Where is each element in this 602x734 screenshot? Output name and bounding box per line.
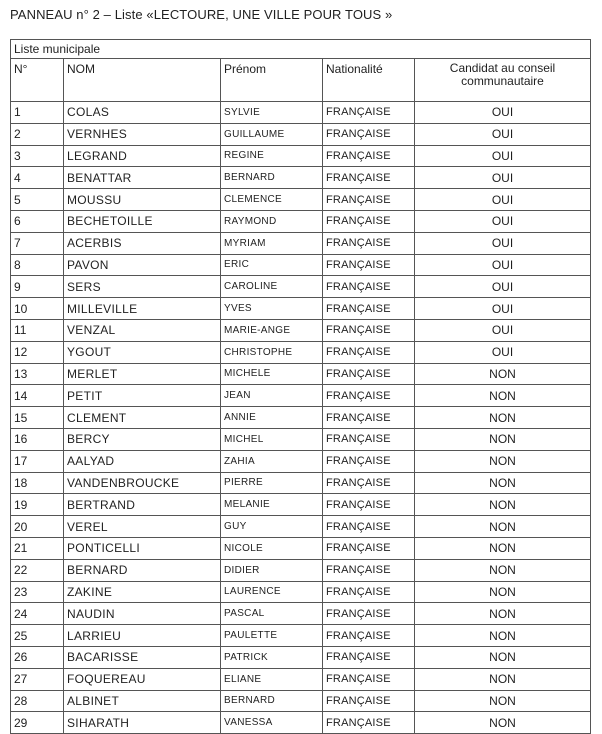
cell-candidat: OUI <box>415 145 591 167</box>
cell-nationalite: FRANÇAISE <box>323 690 415 712</box>
cell-nationalite: FRANÇAISE <box>323 254 415 276</box>
cell-nom: CLEMENT <box>64 407 221 429</box>
cell-prenom: ELIANE <box>221 668 323 690</box>
cell-nationalite: FRANÇAISE <box>323 385 415 407</box>
cell-number: 10 <box>11 298 64 320</box>
cell-nationalite: FRANÇAISE <box>323 581 415 603</box>
header-prenom: Prénom <box>221 59 323 102</box>
table-row <box>11 232 591 254</box>
table-row <box>11 690 591 712</box>
cell-candidat: OUI <box>415 319 591 341</box>
cell-candidat: NON <box>415 428 591 450</box>
table-row <box>11 712 591 734</box>
cell-prenom: ZAHIA <box>221 450 323 472</box>
cell-nom: FOQUEREAU <box>64 668 221 690</box>
cell-nom: MERLET <box>64 363 221 385</box>
cell-candidat: OUI <box>415 123 591 145</box>
table-header-row <box>11 59 591 102</box>
cell-nationalite: FRANÇAISE <box>323 537 415 559</box>
cell-nationalite: FRANÇAISE <box>323 145 415 167</box>
cell-number: 7 <box>11 232 64 254</box>
table-row <box>11 494 591 516</box>
cell-prenom: ANNIE <box>221 407 323 429</box>
cell-candidat: OUI <box>415 102 591 124</box>
cell-candidat: NON <box>415 559 591 581</box>
cell-prenom: PAULETTE <box>221 625 323 647</box>
cell-number: 28 <box>11 690 64 712</box>
cell-nationalite: FRANÇAISE <box>323 559 415 581</box>
cell-nom: BERNARD <box>64 559 221 581</box>
table-row <box>11 668 591 690</box>
cell-prenom: ERIC <box>221 254 323 276</box>
cell-nationalite: FRANÇAISE <box>323 712 415 734</box>
table-row <box>11 298 591 320</box>
cell-prenom: BERNARD <box>221 167 323 189</box>
cell-number: 13 <box>11 363 64 385</box>
cell-nom: SIHARATH <box>64 712 221 734</box>
cell-nom: BACARISSE <box>64 646 221 668</box>
cell-nom: VENZAL <box>64 319 221 341</box>
table-row <box>11 385 591 407</box>
cell-nationalite: FRANÇAISE <box>323 428 415 450</box>
cell-number: 8 <box>11 254 64 276</box>
cell-candidat: NON <box>415 625 591 647</box>
cell-nationalite: FRANÇAISE <box>323 276 415 298</box>
cell-nationalite: FRANÇAISE <box>323 341 415 363</box>
cell-nom: VANDENBROUCKE <box>64 472 221 494</box>
cell-nationalite: FRANÇAISE <box>323 625 415 647</box>
cell-candidat: NON <box>415 581 591 603</box>
cell-number: 24 <box>11 603 64 625</box>
cell-nationalite: FRANÇAISE <box>323 232 415 254</box>
cell-prenom: MARIE-ANGE <box>221 319 323 341</box>
cell-nom: BENATTAR <box>64 167 221 189</box>
header-nom: NOM <box>64 59 221 102</box>
cell-nom: MOUSSU <box>64 189 221 211</box>
cell-nom: LARRIEU <box>64 625 221 647</box>
cell-candidat: OUI <box>415 254 591 276</box>
cell-candidat: OUI <box>415 189 591 211</box>
table-row <box>11 189 591 211</box>
table-row <box>11 450 591 472</box>
cell-nom: NAUDIN <box>64 603 221 625</box>
cell-nom: ALBINET <box>64 690 221 712</box>
cell-nom: ZAKINE <box>64 581 221 603</box>
cell-nom: ACERBIS <box>64 232 221 254</box>
cell-number: 17 <box>11 450 64 472</box>
cell-number: 3 <box>11 145 64 167</box>
cell-candidat: OUI <box>415 276 591 298</box>
cell-nom: SERS <box>64 276 221 298</box>
cell-nationalite: FRANÇAISE <box>323 319 415 341</box>
cell-nom: COLAS <box>64 102 221 124</box>
cell-candidat: NON <box>415 385 591 407</box>
cell-number: 26 <box>11 646 64 668</box>
cell-prenom: JEAN <box>221 385 323 407</box>
header-candidat: Candidat au conseil communautaire <box>415 59 591 102</box>
cell-prenom: GUY <box>221 516 323 538</box>
table-row <box>11 407 591 429</box>
cell-nom: LEGRAND <box>64 145 221 167</box>
cell-nationalite: FRANÇAISE <box>323 450 415 472</box>
table-row <box>11 254 591 276</box>
cell-nom: PETIT <box>64 385 221 407</box>
table-row <box>11 646 591 668</box>
table-row <box>11 276 591 298</box>
cell-nationalite: FRANÇAISE <box>323 603 415 625</box>
cell-number: 25 <box>11 625 64 647</box>
cell-number: 12 <box>11 341 64 363</box>
candidate-table <box>10 39 591 734</box>
table-row <box>11 341 591 363</box>
cell-nom: BECHETOILLE <box>64 210 221 232</box>
table-row <box>11 363 591 385</box>
cell-nationalite: FRANÇAISE <box>323 102 415 124</box>
table-row <box>11 145 591 167</box>
cell-prenom: CLEMENCE <box>221 189 323 211</box>
cell-number: 15 <box>11 407 64 429</box>
cell-nationalite: FRANÇAISE <box>323 167 415 189</box>
cell-nationalite: FRANÇAISE <box>323 123 415 145</box>
cell-nationalite: FRANÇAISE <box>323 472 415 494</box>
cell-candidat: NON <box>415 690 591 712</box>
cell-number: 20 <box>11 516 64 538</box>
cell-nom: VERNHES <box>64 123 221 145</box>
cell-candidat: NON <box>415 712 591 734</box>
table-row <box>11 167 591 189</box>
cell-prenom: DIDIER <box>221 559 323 581</box>
cell-prenom: RAYMOND <box>221 210 323 232</box>
cell-nationalite: FRANÇAISE <box>323 298 415 320</box>
table-row <box>11 516 591 538</box>
cell-candidat: NON <box>415 668 591 690</box>
cell-number: 4 <box>11 167 64 189</box>
cell-number: 18 <box>11 472 64 494</box>
cell-number: 22 <box>11 559 64 581</box>
table-row <box>11 102 591 124</box>
cell-number: 11 <box>11 319 64 341</box>
cell-number: 29 <box>11 712 64 734</box>
cell-candidat: NON <box>415 407 591 429</box>
cell-number: 21 <box>11 537 64 559</box>
table-body <box>11 102 591 734</box>
cell-prenom: CAROLINE <box>221 276 323 298</box>
cell-candidat: NON <box>415 494 591 516</box>
cell-nom: PAVON <box>64 254 221 276</box>
cell-prenom: PATRICK <box>221 646 323 668</box>
cell-number: 14 <box>11 385 64 407</box>
cell-nationalite: FRANÇAISE <box>323 363 415 385</box>
cell-number: 27 <box>11 668 64 690</box>
cell-nom: BERCY <box>64 428 221 450</box>
table-row <box>11 603 591 625</box>
cell-nom: BERTRAND <box>64 494 221 516</box>
cell-prenom: VANESSA <box>221 712 323 734</box>
cell-prenom: MYRIAM <box>221 232 323 254</box>
table-row <box>11 210 591 232</box>
cell-number: 6 <box>11 210 64 232</box>
cell-nationalite: FRANÇAISE <box>323 516 415 538</box>
cell-number: 1 <box>11 102 64 124</box>
cell-number: 5 <box>11 189 64 211</box>
cell-prenom: BERNARD <box>221 690 323 712</box>
cell-nom: YGOUT <box>64 341 221 363</box>
table-row <box>11 559 591 581</box>
cell-number: 19 <box>11 494 64 516</box>
cell-prenom: MICHEL <box>221 428 323 450</box>
cell-number: 2 <box>11 123 64 145</box>
cell-candidat: NON <box>415 450 591 472</box>
cell-candidat: NON <box>415 363 591 385</box>
cell-prenom: MELANIE <box>221 494 323 516</box>
table-row <box>11 625 591 647</box>
cell-candidat: OUI <box>415 341 591 363</box>
cell-nationalite: FRANÇAISE <box>323 668 415 690</box>
cell-prenom: NICOLE <box>221 537 323 559</box>
cell-candidat: NON <box>415 472 591 494</box>
cell-nom: VEREL <box>64 516 221 538</box>
cell-candidat: OUI <box>415 167 591 189</box>
cell-nationalite: FRANÇAISE <box>323 407 415 429</box>
cell-candidat: NON <box>415 516 591 538</box>
table-row <box>11 123 591 145</box>
table-row <box>11 428 591 450</box>
cell-number: 23 <box>11 581 64 603</box>
cell-prenom: LAURENCE <box>221 581 323 603</box>
cell-candidat: OUI <box>415 210 591 232</box>
cell-prenom: GUILLAUME <box>221 123 323 145</box>
table-row <box>11 537 591 559</box>
cell-number: 16 <box>11 428 64 450</box>
table-row <box>11 472 591 494</box>
cell-prenom: MICHELE <box>221 363 323 385</box>
cell-nationalite: FRANÇAISE <box>323 646 415 668</box>
cell-nom: MILLEVILLE <box>64 298 221 320</box>
cell-nationalite: FRANÇAISE <box>323 189 415 211</box>
cell-prenom: PIERRE <box>221 472 323 494</box>
cell-candidat: NON <box>415 603 591 625</box>
header-no: N° <box>11 59 64 102</box>
table-row <box>11 581 591 603</box>
cell-prenom: SYLVIE <box>221 102 323 124</box>
cell-candidat: OUI <box>415 298 591 320</box>
table-caption: Liste municipale <box>11 40 591 59</box>
cell-prenom: PASCAL <box>221 603 323 625</box>
header-nationalite: Nationalité <box>323 59 415 102</box>
cell-nom: AALYAD <box>64 450 221 472</box>
cell-prenom: CHRISTOPHE <box>221 341 323 363</box>
cell-candidat: NON <box>415 646 591 668</box>
cell-candidat: OUI <box>415 232 591 254</box>
table-row <box>11 319 591 341</box>
cell-nationalite: FRANÇAISE <box>323 494 415 516</box>
cell-prenom: REGINE <box>221 145 323 167</box>
page-title: PANNEAU n° 2 – Liste «LECTOURE, UNE VILLE POUR TOUS » <box>10 7 393 22</box>
cell-prenom: YVES <box>221 298 323 320</box>
cell-nom: PONTICELLI <box>64 537 221 559</box>
cell-nationalite: FRANÇAISE <box>323 210 415 232</box>
cell-number: 9 <box>11 276 64 298</box>
cell-candidat: NON <box>415 537 591 559</box>
